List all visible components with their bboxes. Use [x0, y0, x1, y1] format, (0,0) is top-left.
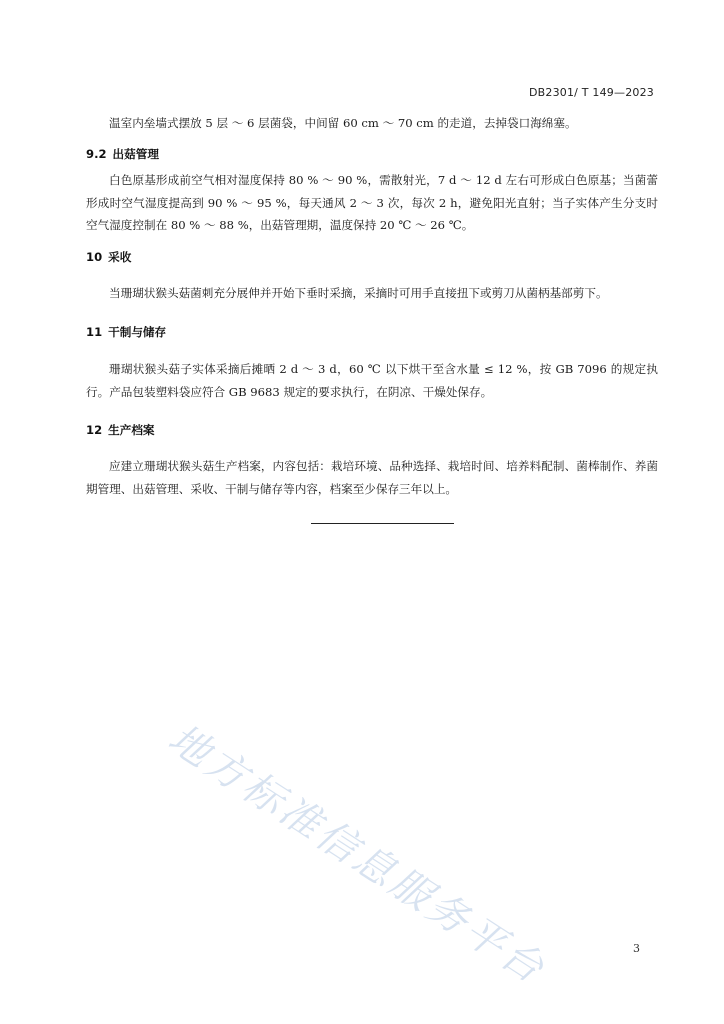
end-divider [311, 523, 454, 524]
section-title: 出菇管理 [112, 147, 159, 161]
intro-paragraph: 温室内垒墙式摆放 5 层 ～ 6 层菌袋，中间留 60 cm ～ 70 cm 的走道，去掉袋口海绵塞。 [109, 116, 577, 130]
section-number: 11 [86, 325, 103, 339]
watermark-text: 地方标准信息服务平台 [160, 715, 555, 994]
section-number: 9.2 [86, 147, 107, 161]
section-heading-10 [86, 249, 131, 265]
section-title: 生产档案 [108, 423, 155, 437]
section-12-paragraph: 应建立珊瑚状猴头菇生产档案，内容包括：栽培环境、品种选择、栽培时间、培养料配制、菌棒制作、养菌期管理、出菇管理、采收、干制与储存等内容，档案至少保存三年以上。 [86, 459, 658, 496]
section-11-paragraph: 珊瑚状猴头菇子实体采摘后摊晒 2 d ～ 3 d，60 ℃ 以下烘干至含水量 ≤ 12 %，按 GB 7096 的规定执行。产品包装塑料袋应符合 GB 9683 规定的要求执行，在阴凉、干燥处保存。 [86, 362, 658, 399]
section-10-paragraph: 当珊瑚状猴头菇菌刺充分展伸并开始下垂时采摘，采摘时可用手直接扭下或剪刀从菌柄基部剪下。 [109, 286, 608, 300]
section-title: 干制与储存 [108, 325, 167, 339]
section-9-2-paragraph: 白色原基形成前空气相对湿度保持 80 % ～ 90 %，需散射光，7 d ～ 12 d 左右可形成白色原基；当菌蕾形成时空气湿度提高到 90 % ～ 95 %，每天通风 2 ～ 3 次，每次 2 h，避免阳光直射；当子实体产生分支时空气湿度控制在 80 % ～ 88 %，出菇管理期，温度保持 20 ℃ ～ 26 ℃。 [86, 173, 658, 232]
document-code: DB2301/ T 149—2023 [528, 86, 654, 99]
section-number: 10 [86, 250, 103, 264]
page-number: 3 [633, 942, 640, 955]
section-heading-11 [86, 324, 166, 340]
section-heading-9-2 [86, 146, 159, 162]
section-title: 采收 [108, 250, 132, 264]
section-heading-12 [86, 422, 155, 438]
section-number: 12 [86, 423, 103, 437]
